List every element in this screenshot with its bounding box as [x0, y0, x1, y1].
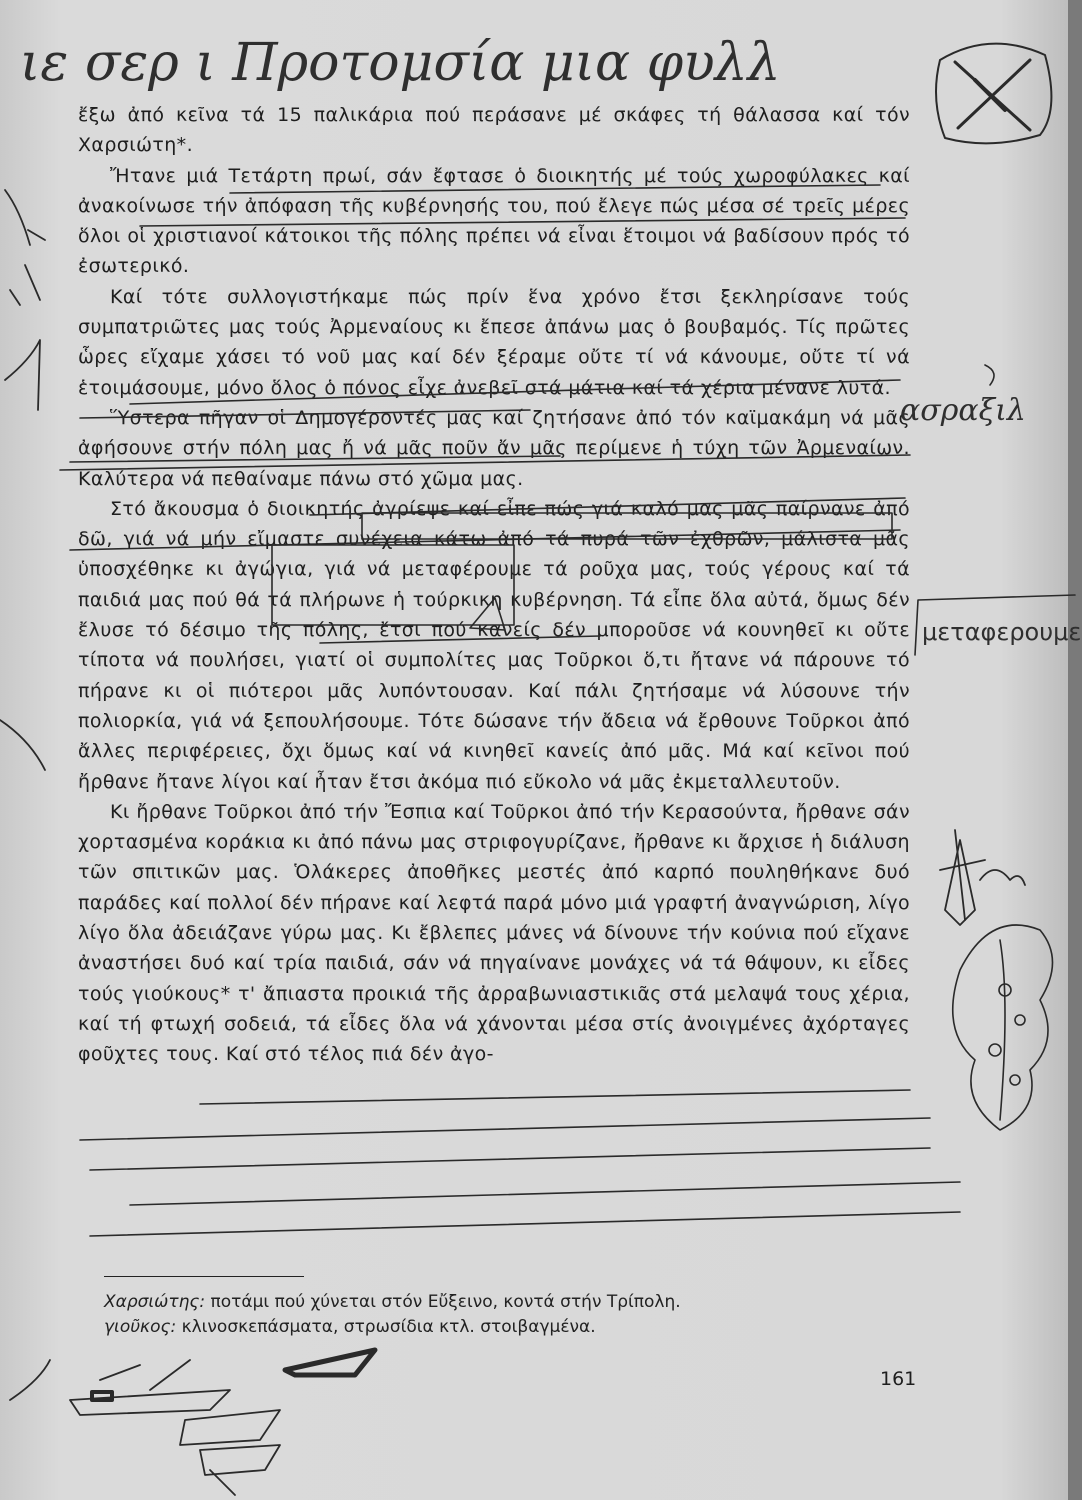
page-number: 161 [880, 1368, 917, 1390]
footnotes [104, 1290, 904, 1340]
footnote-term: γιοῦκος: [104, 1317, 177, 1337]
margin-doodle-leaf [953, 925, 1053, 1130]
footnote-text: κλινοσκεπάσματα, στρωσίδια κτλ. στοιβαγμένα. [181, 1317, 596, 1337]
body-text [78, 100, 910, 1070]
margin-doodle-tree [940, 830, 1025, 925]
paragraph-4: Ὕστερα πῆγαν οἱ Δημογέροντές μας καί ζητήσανε ἀπό τόν καϊμακάμη νά μᾶς ἀφήσουνε στήν πόλη μας ἤ νά μᾶς ποῦν ἄν μᾶς περίμενε ἡ τύχη τῶν Ἀρμεναίων. Καλύτερα νά πεθαίναμε πάνω στό χῶμα μας. [78, 406, 910, 490]
paragraph-6: Κι ἤρθανε Τοῦρκοι ἀπό τήν Ἔσπια καί Τοῦρκοι ἀπό τήν Κερασούντα, ἤρθανε σάν χορτασμένα κοράκια κι ἀπό πάνω μας στριφογυρίζανε, ἤρθανε κι ἄρχισε ἡ διάλυση τῶν σπιτικῶν μας. Ὁλάκερες ἀποθῆκες μεστές ἀπό καρπό πουληθήκανε δυό παράδες καί πολλοί δέν πήρανε καί λεφτά παρά μόνο μιά γραφτή ἀναγνώριση, λίγο λίγο ὅλα ἀδειάζανε γύρω μας. Κι ἔβλεπες μάνες νά δίνουνε τήν κούνια πού εἴχανε ἀναστήσει δυό καί τρία παιδιά, σάν νά πηγαίνανε μονάχες νά τά θάψουν, κι εἶδες τούς γιούκους* τ' ἄπιαστα προικιά τῆς ἀρραβωνιαστικιᾶς στά μελαψά τους χέρια, καί τή φτωχή σοδειά, τά εἶδες ὅλα νά χάνονται μέσα στίς ἀνοιγμένες ἀχόρταγες φοῦχτες τους. Καί στό τέλος πιά δέν ἀγο- [78, 800, 910, 1066]
bottom-doodles [70, 1350, 375, 1495]
margin-note-1: ασραξιλ [900, 393, 1026, 428]
crossed-box-scribble [936, 44, 1051, 144]
footnote-term: Χαρσιώτης: [104, 1292, 206, 1312]
footnote-separator [104, 1276, 304, 1277]
margin-note-box [915, 595, 1075, 655]
paragraph-2: Ἤτανε μιά Τετάρτη πρωί, σάν ἔφτασε ὁ διοικητής μέ τούς χωροφύλακες καί ἀνακοίνωσε τήν ἀπόφαση τῆς κυβέρνησής του, πού ἔλεγε πώς μέσα σέ τρεῖς μέρες ὅλοι οἱ χριστιανοί κάτοικοι τῆς πόλης πρέπει νά εἶναι ἕτοιμοι νά βαδίσουν πρός τό ἐσωτερικό. [78, 164, 910, 278]
book-spine-shadow [1068, 0, 1082, 1500]
footnote-text: ποτάμι πού χύνεται στόν Εὔξεινο, κοντά στήν Τρίπολη. [210, 1292, 681, 1312]
paragraph-1: ἔξω ἀπό κεῖνα τά 15 παλικάρια πού περάσανε μέ σκάφες τή θάλασσα καί τόν Χαρσιώτη*. [78, 104, 910, 157]
footnote-1 [104, 1290, 904, 1315]
header-handwriting: ιε σερ ι Προτομσία μια φυλλ [20, 33, 781, 93]
paragraph-5: Στό ἄκουσμα ὁ διοικητής ἀγρίεψε καί εἶπε πώς γιά καλό μας μᾶς παίρνανε ἀπό δῶ, γιά νά μήν εἴμαστε συνέχεια κάτω ἀπό τά πυρά τῶν ἐχθρῶν, μάλιστα μᾶς ὑποσχέθηκε κι ἀγώγια, γιά νά μεταφέρουμε τά ροῦχα μας, τούς γέρους καί τά παιδιά μας πού θά τά πλήρωνε ἡ τούρκικη κυβέρνηση. Τά εἶπε ὅλα αὐτά, ὅμως δέν ἔλυσε τό δέσιμο τῆς πόλης, ἔτσι πού κανείς δέν μποροῦσε νά κουνηθεῖ κι οὔτε τίποτα νά πουλήσει, γιατί οἱ συμπολίτες μας Τοῦρκοι ὅ,τι ἤτανε νά πάρουνε τό πήρανε κι οἱ πιότεροι μᾶς λυπόντουσαν. Καί πάλι ζητήσαμε νά λύσουνε τήν πολιορκία, γιά νά ξεπουλήσουμε. Τότε δώσανε τήν ἄδεια νά ἔρθουνε Τοῦρκοι ἀπό ἄλλες περιφέρειες, ὄχι ὅμως καί νά κινηθεῖ κανείς ἀπό μᾶς. Μά καί κεῖνοι πού ἤρθανε ἤτανε λίγοι καί ἦταν ἔτσι ἀκόμα πιό εὔκολο νά μᾶς ἐκμεταλλευτοῦν. [78, 497, 910, 793]
paragraph-3: Καί τότε συλλογιστήκαμε πώς πρίν ἕνα χρόνο ἔτσι ξεκληρίσανε τούς συμπατριῶτες μας τούς Ἀρμεναίους κι ἔπεσε ἀπάνω μας ὁ βουβαμός. Τίς πρῶτες ὧρες εἴχαμε χάσει τό νοῦ μας καί δέν ξέραμε οὔτε τί νά κάνουμε, οὔτε τί νά ἑτοιμάσουμε, μόνο ὅλος ὁ πόνος εἶχε ἀνεβεῖ στά μάτια καί τά χέρια μένανε λυτά. [78, 285, 910, 399]
left-margin-scribbles [0, 190, 50, 1400]
margin-note-2: μεταφερουμε [922, 618, 1082, 646]
footnote-2 [104, 1315, 904, 1340]
